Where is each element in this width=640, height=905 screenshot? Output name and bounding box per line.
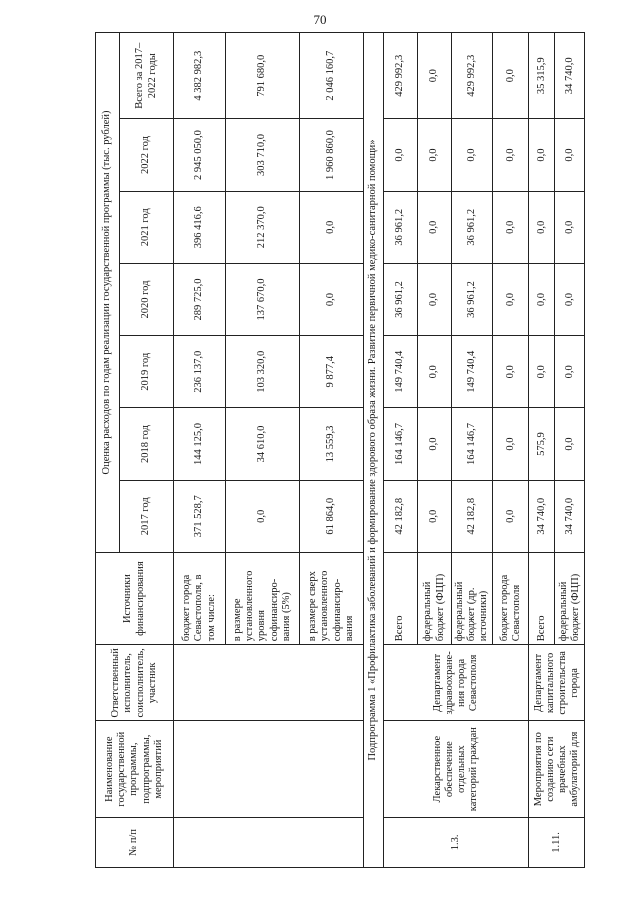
cell-value: 0,0 [555, 408, 585, 480]
cell-value: 0,0 [418, 336, 452, 408]
cell-value: 35 315,9 [529, 33, 555, 119]
cell-source: в размере сверх установленного софинансиро-вания [300, 552, 364, 644]
cell-value: 9 877,4 [300, 336, 364, 408]
subprogram-row [364, 33, 384, 868]
cell-value: 0,0 [555, 336, 585, 408]
cell-value: 103 320,0 [226, 336, 300, 408]
table-row [384, 33, 418, 868]
cell-value: 0,0 [300, 263, 364, 335]
measure-executor: Департамент здравоохране-ния города Севастополя [384, 645, 529, 721]
cell-value: 149 740,4 [452, 336, 493, 408]
subprogram-title: Подпрограмма 1 «Профилактика заболеваний и формирование здорового образа жизни. Развитие первичной медико-санитарной помощи» [364, 33, 384, 868]
table-row [529, 33, 555, 868]
cell-value: 371 528,7 [174, 480, 226, 552]
cell-value: 0,0 [529, 263, 555, 335]
cell-num-empty [174, 817, 364, 867]
header-total: Всего за 2017–2022 годы [120, 33, 174, 119]
cell-value: 2 046 160,7 [300, 33, 364, 119]
cell-value: 0,0 [493, 191, 529, 263]
cell-source: бюджет города Севастополя [493, 552, 529, 644]
header-year-2020: 2020 год [120, 263, 174, 335]
header-year-2019: 2019 год [120, 336, 174, 408]
cell-source: федеральный бюджет (ФЦП) [555, 552, 585, 644]
cell-value: 34 610,0 [226, 408, 300, 480]
header-num: № п/п [96, 817, 174, 867]
cell-value: 0,0 [493, 336, 529, 408]
cell-value: 36 961,2 [384, 263, 418, 335]
cell-value: 0,0 [529, 191, 555, 263]
cell-value: 236 137,0 [174, 336, 226, 408]
cell-value: 61 864,0 [300, 480, 364, 552]
rotated-table-container [95, 32, 581, 868]
cell-value: 42 182,8 [384, 480, 418, 552]
cell-value: 36 961,2 [452, 191, 493, 263]
cell-value: 429 992,3 [384, 33, 418, 119]
cell-value: 1 960 860,0 [300, 119, 364, 191]
cell-source: бюджет города Севастополя, в том числе: [174, 552, 226, 644]
header-executor: Ответственный исполнитель, соисполнитель, участник [96, 645, 174, 721]
cell-value: 0,0 [555, 119, 585, 191]
budget-table [95, 32, 585, 868]
header-year-2017: 2017 год [120, 480, 174, 552]
cell-value: 575,9 [529, 408, 555, 480]
cell-value: 149 740,4 [384, 336, 418, 408]
measure-num: 1.3. [384, 817, 529, 867]
cell-value: 396 416,6 [174, 191, 226, 263]
cell-value: 0,0 [493, 408, 529, 480]
cell-source: Всего [529, 552, 555, 644]
cell-value: 0,0 [555, 263, 585, 335]
header-source: Источники финансирования [96, 552, 174, 644]
cell-value: 0,0 [493, 33, 529, 119]
measure-num: 1.11. [529, 817, 585, 867]
measure-executor: Департамент капитального строительства города [529, 645, 585, 721]
cell-value: 0,0 [493, 119, 529, 191]
cell-value: 13 559,3 [300, 408, 364, 480]
header-name: Наименование государственной программы, подпрограммы, мероприятий [96, 721, 174, 817]
header-year-2022: 2022 год [120, 119, 174, 191]
cell-value: 791 680,0 [226, 33, 300, 119]
cell-value: 0,0 [529, 336, 555, 408]
cell-executor-empty [174, 645, 364, 721]
cell-value: 0,0 [418, 33, 452, 119]
page-number: 70 [313, 12, 327, 27]
cell-value: 36 961,2 [384, 191, 418, 263]
cell-value: 0,0 [418, 191, 452, 263]
cell-value: 34 740,0 [555, 33, 585, 119]
cell-value: 289 725,0 [174, 263, 226, 335]
header-year-2021: 2021 год [120, 191, 174, 263]
cell-value: 0,0 [300, 191, 364, 263]
cell-source: федеральный бюджет (др. источники) [452, 552, 493, 644]
cell-value: 144 125,0 [174, 408, 226, 480]
table-row [174, 33, 226, 868]
header-year-2018: 2018 год [120, 408, 174, 480]
cell-value: 4 382 982,3 [174, 33, 226, 119]
cell-value: 0,0 [418, 119, 452, 191]
cell-value: 429 992,3 [452, 33, 493, 119]
cell-value: 0,0 [418, 263, 452, 335]
cell-value: 2 945 050,0 [174, 119, 226, 191]
cell-value: 0,0 [226, 480, 300, 552]
cell-value: 164 146,7 [384, 408, 418, 480]
cell-value: 0,0 [418, 408, 452, 480]
cell-source: в размере установленного уровня софинансиро-вания (5%) [226, 552, 300, 644]
measure-name: Мероприятия по созданию сети врачебных амбулаторий для [529, 721, 585, 817]
cell-value: 42 182,8 [452, 480, 493, 552]
cell-value: 0,0 [555, 191, 585, 263]
cell-value: 0,0 [452, 119, 493, 191]
cell-value: 34 740,0 [529, 480, 555, 552]
cell-value: 0,0 [493, 263, 529, 335]
cell-value: 0,0 [493, 480, 529, 552]
cell-value: 137 670,0 [226, 263, 300, 335]
cell-source: федеральный бюджет (ФЦП) [418, 552, 452, 644]
cell-value: 0,0 [529, 119, 555, 191]
cell-value: 0,0 [418, 480, 452, 552]
cell-source: Всего [384, 552, 418, 644]
cell-value: 164 146,7 [452, 408, 493, 480]
cell-value: 212 370,0 [226, 191, 300, 263]
cell-value: 0,0 [384, 119, 418, 191]
measure-name: Лекарственное обеспечение отдельных категорий граждан [384, 721, 529, 817]
cell-value: 303 710,0 [226, 119, 300, 191]
cell-name-empty [174, 721, 364, 817]
cell-value: 36 961,2 [452, 263, 493, 335]
cell-value: 34 740,0 [555, 480, 585, 552]
header-estimate: Оценка расходов по годам реализации государственной программы (тыс. рублей) [96, 33, 120, 553]
